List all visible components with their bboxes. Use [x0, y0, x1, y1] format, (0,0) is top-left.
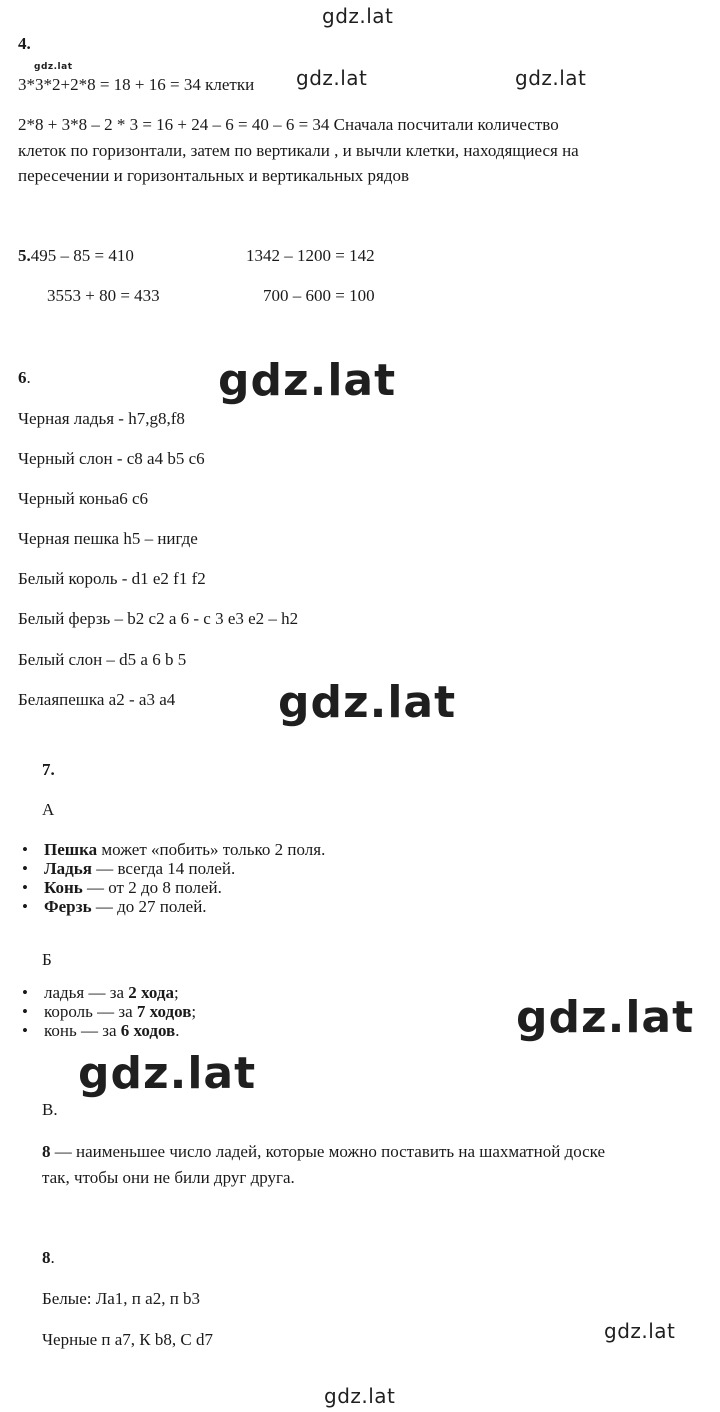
task5-expr-a: 5.495 – 85 = 410	[18, 246, 134, 265]
task5-number: 5.	[18, 246, 31, 265]
watermark-line1: gdz.lat	[296, 66, 368, 90]
task6-row: Белый слон – d5 a 6 b 5	[18, 650, 187, 669]
task8-black: Черные п a7, К b8, С d7	[42, 1330, 213, 1349]
list-item: • Ладья — всегда 14 полей.	[44, 859, 325, 878]
task6-row: Черный коньа6 c6	[18, 489, 149, 508]
watermark-big-left: gdz.lat	[78, 1048, 257, 1099]
list-item: • Ферзь — до 27 полей.	[44, 897, 325, 916]
task7-list-a	[18, 840, 325, 916]
task4-line4: пересечении и горизонтальных и вертикальных рядов	[18, 166, 409, 185]
watermark-tiny: gdz.lat	[34, 62, 73, 72]
task5-expr-b: 1342 – 1200 = 142	[246, 246, 375, 265]
list-item: • ладья — за 2 хода;	[44, 983, 196, 1002]
task5-expr-d: 700 – 600 = 100	[263, 286, 375, 305]
task7-list-b	[18, 983, 196, 1040]
task4-line2: 2*8 + 3*8 – 2 * 3 = 16 + 24 – 6 = 40 – 6 = 34 Сначала посчитали количество	[18, 115, 559, 134]
task4-line3: клеток по горизонтали, затем по вертикали , и вычли клетки, находящиеся на	[18, 141, 579, 160]
watermark-big-task6: gdz.lat	[218, 355, 397, 406]
task7-part-c: В.	[42, 1100, 58, 1119]
task7-part-a: А	[42, 800, 55, 819]
task6-row: Белаяпешка a2 - a3 a4	[18, 690, 176, 709]
watermark-big-pawn: gdz.lat	[278, 677, 457, 728]
task7-text-c-line2: так, чтобы они не били друг друга.	[42, 1168, 295, 1187]
task6-row: Белый король - d1 e2 f1 f2	[18, 569, 206, 588]
task6-row: Черная ладья - h7,g8,f8	[18, 409, 185, 428]
watermark-right-task8: gdz.lat	[604, 1319, 676, 1343]
task6-number: 6.	[18, 368, 31, 387]
task7-number: 7.	[42, 760, 55, 779]
list-item: • Конь — от 2 до 8 полей.	[44, 878, 325, 897]
task6-row: Черная пешка h5 – нигде	[18, 529, 198, 548]
task6-row: Белый ферзь – b2 c2 a 6 - c 3 e3 e2 – h2	[18, 609, 299, 628]
task7-text-c-line1: 8 — наименьшее число ладей, которые можно поставить на шахматной доске	[42, 1142, 606, 1161]
watermark-bottom: gdz.lat	[324, 1384, 396, 1408]
list-item: • король — за 7 ходов;	[44, 1002, 196, 1021]
task4-line1: 3*3*2+2*8 = 18 + 16 = 34 клетки	[18, 75, 255, 94]
task4-number: 4.	[18, 34, 31, 53]
watermark-big-right: gdz.lat	[516, 992, 695, 1043]
task6-row: Черный слон - c8 a4 b5 c6	[18, 449, 205, 468]
task5-expr-c: 3553 + 80 = 433	[47, 286, 160, 305]
list-item: • Пешка может «побить» только 2 поля.	[44, 840, 325, 859]
watermark-right1: gdz.lat	[515, 66, 587, 90]
watermark-top: gdz.lat	[322, 4, 394, 28]
task7-part-b: Б	[42, 950, 52, 969]
list-item: • конь — за 6 ходов.	[44, 1021, 196, 1040]
task8-number: 8.	[42, 1248, 55, 1267]
task8-white: Белые: Ла1, п a2, п b3	[42, 1289, 201, 1308]
